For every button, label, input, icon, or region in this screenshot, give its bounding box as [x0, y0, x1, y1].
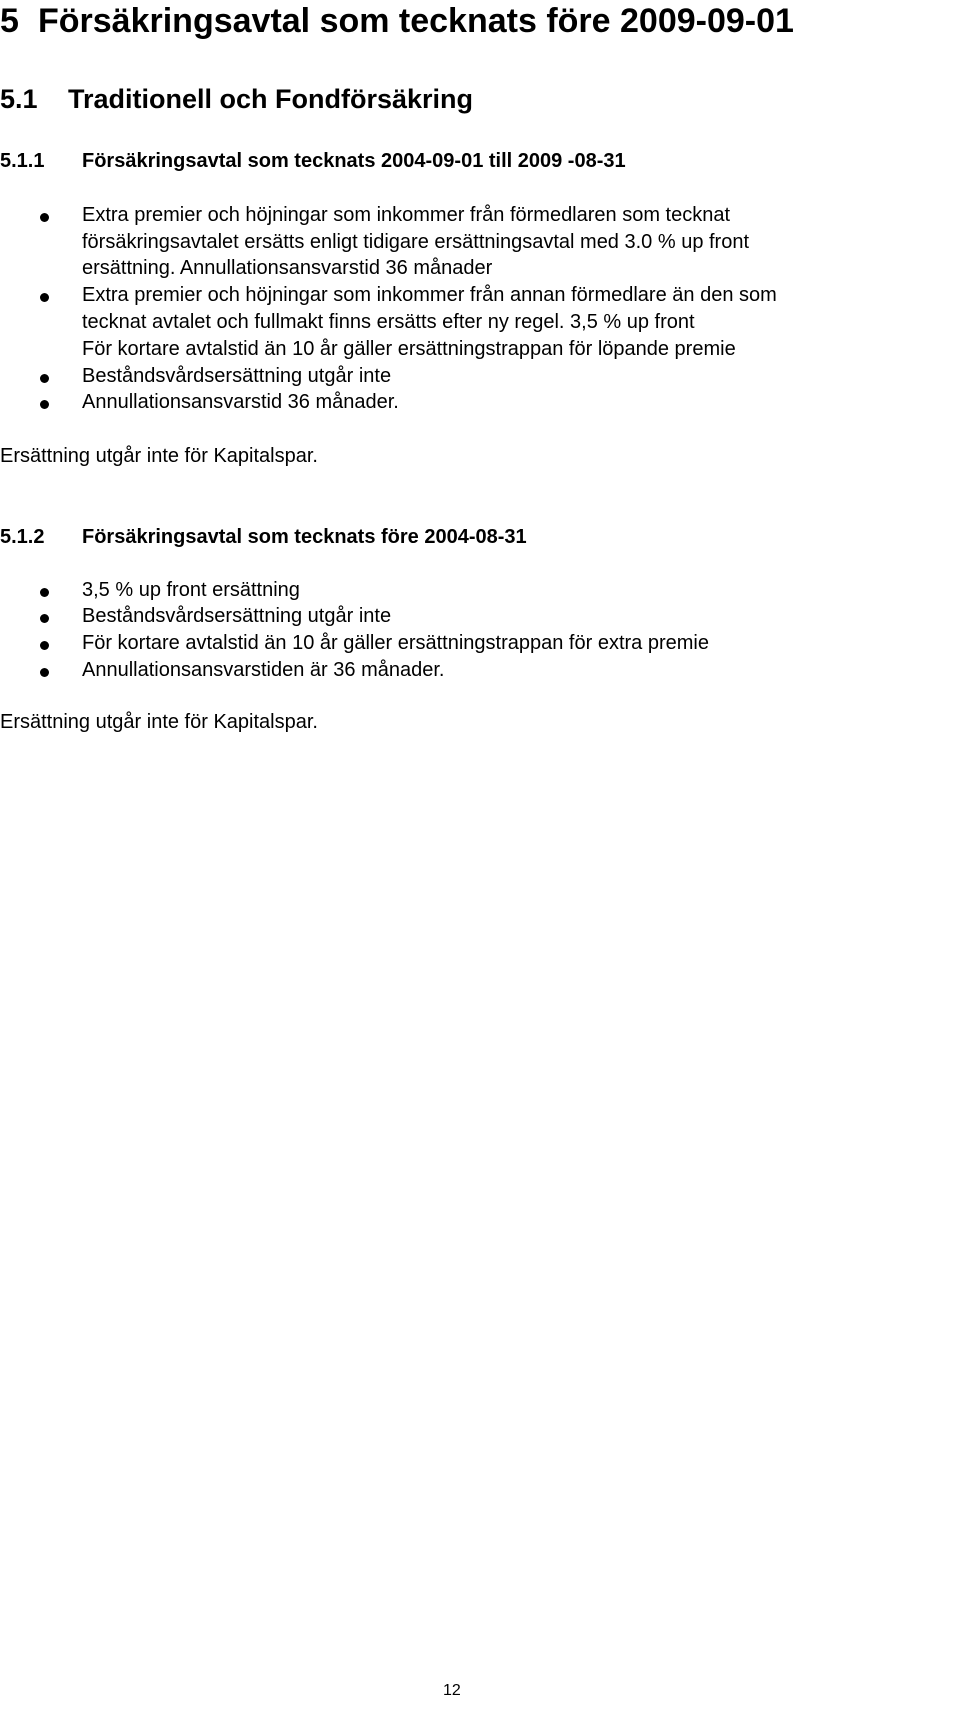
bullet-icon [40, 374, 49, 383]
heading-5-1-2-number: 5.1.2 [0, 526, 45, 548]
note-5-1-1: Ersättning utgår inte för Kapitalspar. [0, 445, 318, 467]
text-line: Annullationsansvarstid 36 månader. [82, 391, 399, 413]
heading-5-1-2-title: Försäkringsavtal som tecknats före 2004-08-31 [82, 526, 527, 548]
text-line: ersättning. Annullationsansvarstid 36 månader [82, 257, 493, 279]
bullet-icon [40, 668, 49, 677]
note-5-1-2: Ersättning utgår inte för Kapitalspar. [0, 711, 318, 733]
list-item: Beståndsvårdsersättning utgår inte [82, 605, 392, 627]
text-line: Extra premier och höjningar som inkommer från annan förmedlare än den som [82, 284, 777, 306]
heading-5-1-1-number: 5.1.1 [0, 150, 45, 172]
bullet-icon [40, 213, 49, 222]
bullet-icon [40, 641, 49, 650]
bullet-icon [40, 588, 49, 597]
heading-5-1-title: Traditionell och Fondförsäkring [68, 84, 474, 114]
heading-5-title: Försäkringsavtal som tecknats före 2009-09-01 [38, 2, 794, 40]
text-line: försäkringsavtalet ersätts enligt tidigare ersättningsavtal med 3.0 % up front [82, 231, 750, 253]
text-line: tecknat avtalet och fullmakt finns ersätts efter ny regel. 3,5 % up front [82, 311, 695, 333]
text-line: Beståndsvårdsersättning utgår inte [82, 365, 392, 387]
page-number: 12 [443, 1682, 461, 1699]
text-line: Extra premier och höjningar som inkommer från förmedlaren som tecknat [82, 204, 731, 226]
list-item: 3,5 % up front ersättning [82, 579, 300, 601]
list-item: Annullationsansvarstiden är 36 månader. [82, 659, 445, 681]
bullet-icon [40, 293, 49, 302]
list-item: För kortare avtalstid än 10 år gäller ersättningstrappan för extra premie [82, 632, 709, 654]
heading-5-1-1-title: Försäkringsavtal som tecknats 2004-09-01 till 2009 -08-31 [82, 150, 626, 172]
bullet-icon [40, 614, 49, 623]
heading-5-number: 5 [0, 2, 19, 40]
text-line: För kortare avtalstid än 10 år gäller ersättningstrappan för löpande premie [82, 338, 736, 360]
heading-5-1-number: 5.1 [0, 84, 38, 114]
bullet-icon [40, 400, 49, 409]
